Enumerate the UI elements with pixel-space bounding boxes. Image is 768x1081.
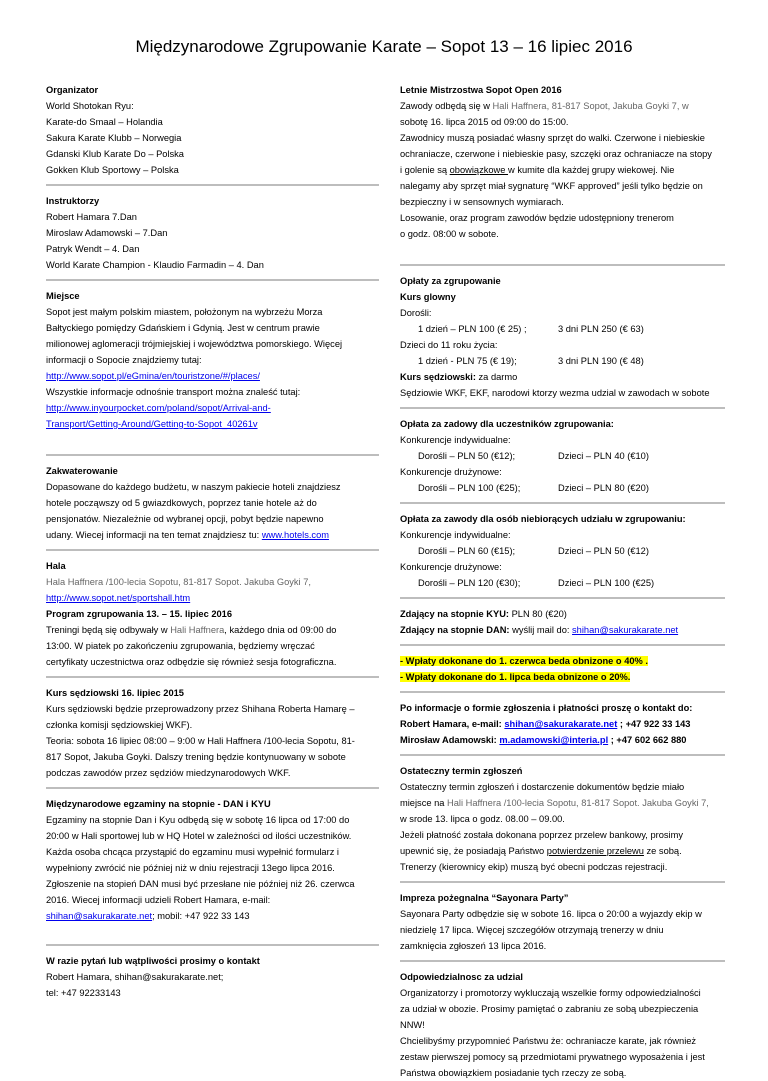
text-line: Egzaminy na stopnie Dan i Kyu odbędą się w sobotę 16 lipca od 17:00 do	[46, 815, 350, 825]
section-heading: Opłata za zawody dla osób niebiorących udziału w zgrupowaniu:	[400, 514, 686, 524]
text-line: Miroslaw Adamowski – 7.Dan	[46, 228, 168, 238]
section-stopnie	[400, 606, 725, 638]
text-line: Zdający na stopnie DAN:	[400, 625, 510, 635]
text-line: Zawodnicy muszą posiadać własny sprzęt do walki. Czerwone i niebieskie	[400, 133, 705, 143]
text-line: Robert Hamara, e-mail:	[400, 719, 505, 729]
email-link[interactable]: m.adamowski@interia.pl	[499, 735, 609, 745]
text-line: 13:00. W piatek po zakończeniu zgrupowania, będziemy wręczać	[46, 641, 315, 651]
divider	[400, 597, 725, 599]
text-line: Hali Haffnera, 81-817 Sopot, Jakuba Goyki 7, w	[492, 101, 689, 111]
section-heading: Opłata za zadowy dla uczestników zgrupowania:	[400, 419, 614, 429]
text-line: zamknięcia zgłoszeń 13 lipca 2016.	[400, 941, 547, 951]
price-cell: Dzieci – PLN 50 (€12)	[558, 546, 649, 556]
section-oplaty	[400, 273, 725, 401]
divider	[400, 407, 725, 409]
text-line: pensjonatów. Niezależnie od wybranej opcji, pobyt będzie napewno	[46, 514, 324, 524]
price-cell: Dorośli – PLN 100 (€25);	[418, 483, 521, 493]
section-odpowiedzialnosc	[400, 969, 725, 1081]
text-line: Sopot jest małym polskim miastem, położonym na wybrzeżu Morza	[46, 307, 323, 317]
section-subheading: Kurs glowny	[400, 292, 456, 302]
text-line: Trenerzy (kierownicy ekip) muszą być obecni podczas rejestracji.	[400, 862, 668, 872]
text-line: NNW!	[400, 1020, 425, 1030]
section-organizator	[46, 82, 379, 178]
divider	[46, 454, 379, 456]
text-line: PLN 80 (€20)	[509, 609, 567, 619]
section-heading: Organizator	[46, 85, 99, 95]
text-line: Teoria: sobota 16 lipiec 08:00 – 9:00 w Hali Haffnera /100-lecia Sopotu, 81-	[46, 736, 355, 746]
price-row	[400, 575, 725, 591]
section-heading: W razie pytań lub wątpliwości prosimy o kontakt	[46, 956, 260, 966]
section-heading: Program zgrupowania 13. – 15. lipiec 2016	[46, 609, 233, 619]
section-heading: Impreza pożegnalna “Sayonara Party”	[400, 893, 569, 903]
text-line: , każdego dnia od 09:00 do	[224, 625, 337, 635]
section-termin	[400, 763, 725, 875]
text-line: ze sobą.	[643, 846, 682, 856]
text-line: Gokken Klub Sportowy – Polska	[46, 165, 179, 175]
divider	[46, 184, 379, 186]
text-line: hotele począwszy od 5 gwiazdkowych, poprzez tanie hotele aż do	[46, 498, 317, 508]
divider	[400, 881, 725, 883]
text-line: ochraniacze, czerwone i niebieskie pasy, szczęki oraz ochraniacze na stopy	[400, 149, 712, 159]
section-heading: Kurs sędziowski 16. lipiec 2015	[46, 688, 184, 698]
text-line: i golenie są	[400, 165, 450, 175]
text-line: 817 Sopot, Jakuba Goyki. Dalszy trening będzie kontynuowany w sobote	[46, 752, 346, 762]
text-line: World Shotokan Ryu:	[46, 101, 134, 111]
text-line: Dzieci do 11 roku życia:	[400, 340, 498, 350]
section-heading: Ostateczny termin zgłoszeń	[400, 766, 523, 776]
text-line: Treningi będą się odbywały w	[46, 625, 171, 635]
price-cell: Dorośli – PLN 60 (€15);	[418, 546, 516, 556]
text-line: informacji o Sopocie znajdziemy tutaj:	[46, 355, 202, 365]
text-line: Bałtyckiego pomiędzy Gdańskiem i Gdynią. Jest w centrum prawie	[46, 323, 320, 333]
price-cell: Dorośli – PLN 120 (€30);	[418, 578, 521, 588]
text-line: miejsce na	[400, 798, 448, 808]
text-line: Zawody odbędą się w	[400, 101, 493, 111]
text-line: Robert Hamara 7.Dan	[46, 212, 137, 222]
section-heading: Miejsce	[46, 291, 80, 301]
text-line: milionowej aglomeracji trójmiejskiej i województwa pomorskiego. Więcej	[46, 339, 343, 349]
text-line: Gdanski Klub Karate Do – Polska	[46, 149, 184, 159]
text-line: Chcielibyśmy przypomnieć Państwu że: ochraniacze karate, jak również	[400, 1036, 697, 1046]
text-line: zestaw pierwszej pomocy są przedmiotami prywatnego wyposażenia i jest	[400, 1052, 705, 1062]
divider	[400, 691, 725, 693]
text-line: Zgłoszenie na stopień DAN musi być przesłane nie później niż 26. czerwca	[46, 879, 355, 889]
text-line: w kumite dla każdej grupy wiekowej. Nie	[508, 165, 675, 175]
text-line: Organizatorzy i promotorzy wykluczają wszelkie formy odpowiedzialności	[400, 988, 701, 998]
divider	[400, 502, 725, 504]
text-line: Kurs sędziowski:	[400, 372, 476, 382]
sopot-link[interactable]: http://www.sopot.pl/eGmina/en/touristzone/#/places/	[46, 371, 260, 381]
text-line: Robert Hamara, shihan@sakurakarate.net;	[46, 972, 224, 982]
section-zawody-uczestnicy	[400, 416, 725, 496]
hotels-link[interactable]: www.hotels.com	[261, 530, 329, 540]
price-cell: 1 dzień – PLN 100 (€ 25) ;	[418, 324, 527, 334]
text-line: potwierdzenie przelewu	[546, 846, 644, 856]
right-column	[400, 82, 725, 1081]
section-egzaminy	[46, 796, 379, 924]
text-line: Losowanie, oraz program zawodów będzie udostępniony trenerom	[400, 213, 674, 223]
price-cell: 3 dni PLN 190 (€ 48)	[558, 356, 644, 366]
price-cell: 3 dni PLN 250 (€ 63)	[558, 324, 644, 334]
text-line: udany. Wiecej informacji na ten temat znajdziesz tu:	[46, 530, 262, 540]
text-line: Hala Haffnera /100-lecia Sopotu, 81-817 Sopot. Jakuba Goyki 7,	[46, 577, 311, 587]
text-line: Sędziowie WKF, EKF, narodowi ktorzy wezma udzial w zawodach w sobote	[400, 388, 710, 398]
price-cell: Dzieci – PLN 100 (€25)	[558, 578, 655, 588]
text-line: ; +47 602 662 880	[608, 735, 687, 745]
section-miejsce	[46, 288, 379, 432]
section-hala	[46, 558, 379, 670]
price-cell: Dzieci – PLN 80 (€20)	[558, 483, 649, 493]
section-heading: Odpowiedzialnosc za udzial	[400, 972, 523, 982]
section-instruktorzy	[46, 193, 379, 273]
section-info	[400, 700, 725, 748]
text-line: certyfikaty uczestnictwa oraz odbędzie się również sesja fotograficzna.	[46, 657, 337, 667]
divider	[46, 549, 379, 551]
discount-note: - Wpłaty dokonane do 1. lipca beda obnizone o 20%.	[400, 672, 631, 682]
section-sayonara	[400, 890, 725, 954]
text-line: Karate-do Smaal – Holandia	[46, 117, 163, 127]
price-row	[400, 353, 725, 369]
section-heading: Międzynarodowe egzaminy na stopnie - DAN i KYU	[46, 799, 271, 809]
text-line: w srode 13. lipca o godz. 08.00 – 09.00.	[400, 814, 565, 824]
email-link[interactable]: shihan@sakurakarate.net	[572, 625, 679, 635]
left-column	[46, 82, 379, 1001]
section-heading: Instruktorzy	[46, 196, 100, 206]
text-line: obowiązkowe	[449, 165, 509, 175]
text-line: Sayonara Party odbędzie się w sobote 16. lipca o 20:00 a wyjazdy ekip w	[400, 909, 702, 919]
price-row	[400, 480, 725, 496]
text-line: Dopasowane do każdego budżetu, w naszym pakiecie hoteli znajdziesz	[46, 482, 341, 492]
section-heading: Po informacje o formie zgłoszenia i płatności proszę o kontakt do:	[400, 703, 693, 713]
text-line: Konkurencje drużynowe:	[400, 467, 502, 477]
price-row	[400, 448, 725, 464]
text-line: Ostateczny termin zgłoszeń i dostarczenie dokumentów będzie miało	[400, 782, 685, 792]
price-row	[400, 321, 725, 337]
text-line: World Karate Champion - Klaudio Farmadin – 4. Dan	[46, 260, 264, 270]
text-line: za udział w obozie. Prosimy pamiętać o zabraniu ze sobą ubezpieczenia	[400, 1004, 699, 1014]
text-line: Dorośli:	[400, 308, 432, 318]
text-line: nalegamy aby sprzęt miał sygnaturę “WKF approved” jeśli tylko będzie on	[400, 181, 703, 191]
text-line: Patryk Wendt – 4. Dan	[46, 244, 140, 254]
section-heading: Hala	[46, 561, 66, 571]
price-cell: Dorośli – PLN 50 (€12);	[418, 451, 516, 461]
text-line: Zdający na stopnie KYU:	[400, 609, 510, 619]
section-kurs	[46, 685, 379, 781]
divider	[46, 676, 379, 678]
text-line: Konkurencje indywidualne:	[400, 530, 511, 540]
divider	[400, 754, 725, 756]
price-row	[400, 543, 725, 559]
section-zakwaterowanie	[46, 463, 379, 543]
text-line: ; +47 922 33 143	[617, 719, 691, 729]
text-line: ; mobil: +47 922 33 143	[152, 911, 250, 921]
transport-link-cont[interactable]: Transport/Getting-Around/Getting-to-Sopot_40261v	[46, 419, 258, 429]
text-line: Państwa obowiązkiem posiadanie tych rzeczy ze sobą.	[400, 1068, 627, 1078]
text-line: Hali Haffnera /100-lecia Sopotu, 81-817 Sopot. Jakuba Goyki 7,	[447, 798, 709, 808]
text-line: 20:00 w Hali sportowej lub w HQ Hotel w zależności od ilości uczestników.	[46, 831, 352, 841]
text-line: sobotę 16. lipca 2015 od 09:00 do 15:00.	[400, 117, 569, 127]
text-line: za darmo	[475, 372, 518, 382]
text-line: wyślij mail do:	[509, 625, 573, 635]
section-heading: Opłaty za zgrupowanie	[400, 276, 501, 286]
text-line: tel: +47 92233143	[46, 988, 121, 998]
text-line: Konkurencje indywidualne:	[400, 435, 511, 445]
text-line: Każda osoba chcąca przystąpić do egzaminu musi wypełnić formularz i	[46, 847, 339, 857]
text-line: Hali Haffnera	[170, 625, 225, 635]
divider	[46, 944, 379, 946]
sportshall-link[interactable]: http://www.sopot.net/sportshall.htm	[46, 593, 191, 603]
email-link[interactable]: shihan@sakurakarate.net	[46, 911, 153, 921]
section-zawody-nieuczestnicy	[400, 511, 725, 591]
section-wplaty	[400, 653, 725, 685]
divider	[400, 644, 725, 646]
section-heading: Zakwaterowanie	[46, 466, 118, 476]
text-line: podczas zawodów przez sędziów miedzynarodowych WKF.	[46, 768, 291, 778]
text-line: Mirosław Adamowski:	[400, 735, 500, 745]
price-cell: Dzieci – PLN 40 (€10)	[558, 451, 649, 461]
text-line: Jeżeli płatność została dokonana poprzez przelew bankowy, prosimy	[400, 830, 684, 840]
transport-link[interactable]: http://www.inyourpocket.com/poland/sopot/Arrival-and-	[46, 403, 271, 413]
text-line: o godz. 08:00 w sobote.	[400, 229, 499, 239]
page-title: Międzynarodowe Zgrupowanie Karate – Sopot 13 – 16 lipiec 2016	[135, 37, 633, 56]
text-line: Wszystkie informacje odnośnie transport można znaleść tutaj:	[46, 387, 301, 397]
section-mistrzostwa	[400, 82, 725, 242]
divider	[400, 960, 725, 962]
email-link[interactable]: shihan@sakurakarate.net	[504, 719, 618, 729]
text-line: Konkurencje drużynowe:	[400, 562, 502, 572]
text-line: Kurs sędziowski będzie przeprowadzony przez Shihana Roberta Hamarę –	[46, 704, 355, 714]
text-line: Sakura Karate Klubb – Norwegia	[46, 133, 182, 143]
text-line: upewnić się, że posiadają Państwo	[400, 846, 547, 856]
divider	[46, 279, 379, 281]
text-line: bezpieczny i w sensownych wymiarach.	[400, 197, 564, 207]
text-line: 2016. Wiecej informacji udzieli Robert Hamara, e-mail:	[46, 895, 271, 905]
text-line: niedzielę 17 lipca. Więcej szczegółów otrzymają trenerzy w dniu	[400, 925, 664, 935]
text-line: wypełniony zwrócić nie później niż w dniu rejestracji 13ego lipca 2016.	[46, 863, 335, 873]
text-line: członka komisji sędziowskiej WKF).	[46, 720, 193, 730]
divider	[400, 264, 725, 266]
discount-note: - Wpłaty dokonane do 1. czerwca beda obnizone o 40% .	[400, 656, 648, 666]
price-cell: 1 dzień - PLN 75 (€ 19);	[418, 356, 517, 366]
divider	[46, 787, 379, 789]
section-heading: Letnie Mistrzostwa Sopot Open 2016	[400, 85, 562, 95]
